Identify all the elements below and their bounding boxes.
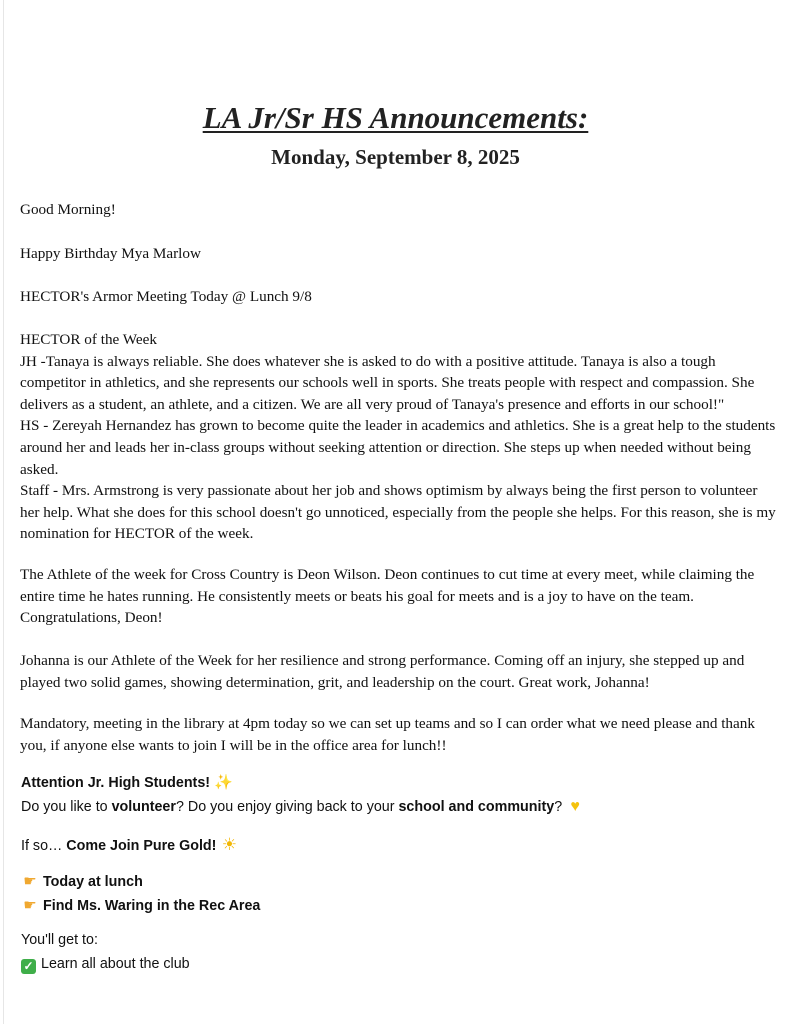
armor-meeting-text: HECTOR's Armor Meeting Today @ Lunch 9/8 [20,288,312,305]
mandatory-meeting [20,713,780,756]
sun-icon: ☀ [221,835,238,854]
pointing-hand-icon: ☛ [23,873,37,890]
page-date: Monday, September 8, 2025 [271,145,520,169]
greeting [20,199,780,221]
pure-gold-attention [21,773,781,793]
birthday [20,243,780,265]
hector-heading: HECTOR of the Week [20,331,157,348]
pure-gold-question [21,797,781,817]
youll-get-text: You'll get to: [21,932,98,948]
question-part3: ? [554,799,563,815]
athlete-cross-country [20,564,780,629]
mandatory-text: Mandatory, meeting in the library at 4pm today so we can set up teams and so I can order what we need please and thank you, if anyone else wants to join I will be in the office area for lunch!! [20,715,755,754]
bullet-find-ms-waring: Find Ms. Waring in the Rec Area [42,898,261,914]
greeting-text: Good Morning! [20,201,116,218]
hector-hs: HS - Zereyah Hernandez has grown to become quite the leader in academics and athletics. She is a great help to the students around her and leads her in-class groups without seeking attention or direction. She steps up when needed without being asked. [20,417,776,478]
bullet-today-at-lunch: Today at lunch [42,874,143,890]
pure-gold-youll-get [21,930,781,950]
hector-staff: Staff - Mrs. Armstrong is very passionate about her job and shows optimism by always being the first person to volunteer her help. What she does for this school doesn't go unnoticed, especially from the people she helps. For this reason, she is my nomination for HECTOR of the week. [20,482,776,543]
join-text: Come Join Pure Gold! [66,838,217,854]
learn-text: Learn all about the club [41,956,190,972]
attention-text: Attention Jr. High Students! [21,775,211,791]
birthday-text: Happy Birthday Mya Marlow [20,245,201,262]
yellow-heart-icon: ♥ [570,798,580,815]
sparkles-icon: ✨ [214,774,233,791]
athlete-cc-text: The Athlete of the week for Cross Country is Deon Wilson. Deon continues to cut time at every meet, while claiming the entire time he hates running. He consistently meets or beats his goal for meets and is a joy to have on the team. Congratulations, Deon! [20,566,755,627]
check-mark-icon: ✓ [21,959,36,974]
question-community: school and community [398,799,555,815]
pure-gold-bullet-2 [21,896,781,916]
hector-jh: JH -Tanaya is always reliable. She does whatever she is asked to do with a positive attitude. Tanaya is also a tough competitor in athletics, and she represents our schools well in sports. She treats people with respect and compassion. She delivers as a student, an athlete, and a citizen. We are all very proud of Tanaya's presence and efforts in our school!" [20,352,755,413]
ifso-text: If so… [21,838,67,854]
hector-section [20,329,780,545]
question-part2: ? Do you enjoy giving back to your [175,799,399,815]
pure-gold-join [21,835,781,856]
athlete-johanna-text: Johanna is our Athlete of the Week for her resilience and strong performance. Coming off an injury, she stepped up and played two solid games, showing determination, grit, and leadership on the court. Great work, Johanna! [20,652,745,691]
question-volunteer: volunteer [111,799,176,815]
question-part1: Do you like to [21,799,112,815]
pure-gold-bullet-1 [21,872,781,892]
pure-gold-learn [21,954,781,974]
pointing-hand-icon: ☛ [23,897,37,914]
armor-meeting [20,286,780,308]
page-title: LA Jr/Sr HS Announcements: [202,100,589,135]
athlete-johanna [20,650,780,693]
